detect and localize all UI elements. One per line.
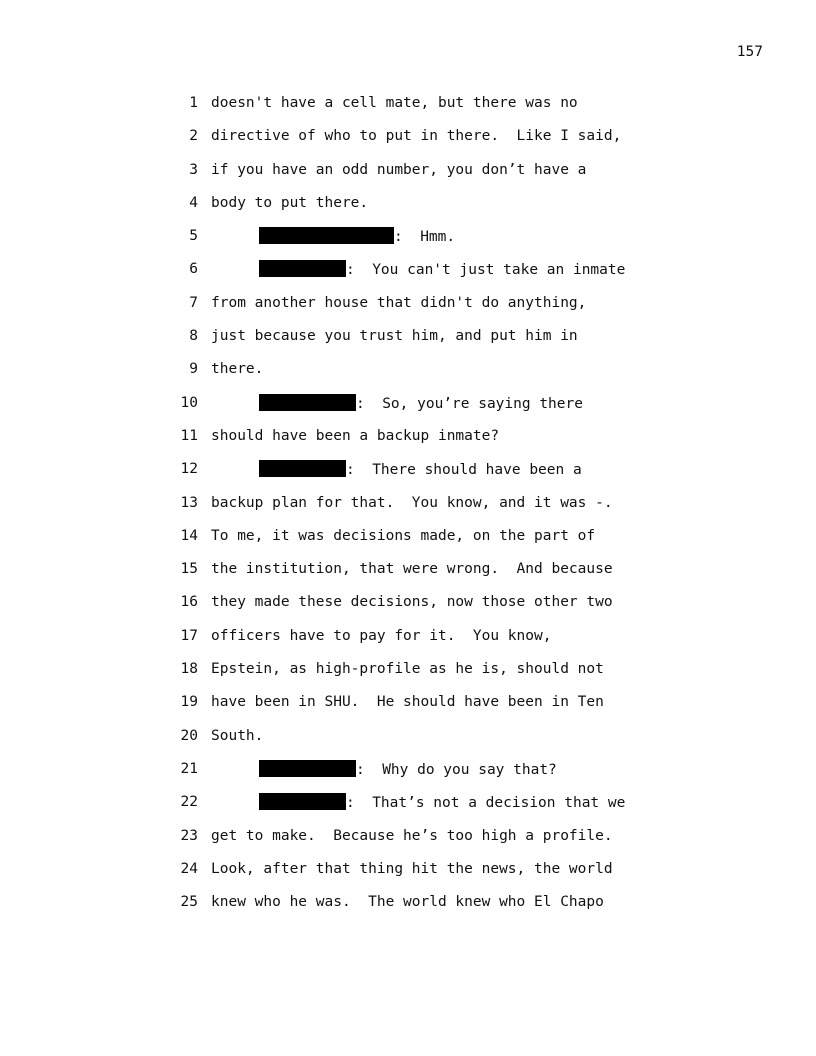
line-number: 1 <box>189 95 198 111</box>
line-number: 6 <box>189 261 198 278</box>
transcript-line <box>170 427 790 460</box>
line-number: 9 <box>189 361 198 378</box>
line-text: just because you trust him, and put him in <box>211 328 578 345</box>
transcript-line <box>170 860 790 893</box>
line-number: 19 <box>180 694 198 711</box>
transcript-line <box>170 127 790 160</box>
redaction-block <box>259 760 356 777</box>
transcript-line <box>170 760 790 793</box>
redaction-block <box>259 394 356 411</box>
transcript-line <box>170 560 790 593</box>
transcript-line <box>170 494 790 527</box>
line-text: have been in SHU. He should have been in Ten <box>211 694 604 711</box>
transcript-line <box>170 460 790 493</box>
line-text: South. <box>211 727 264 744</box>
line-number: 14 <box>180 527 198 544</box>
line-number: 22 <box>180 794 198 811</box>
transcript-line <box>170 260 790 293</box>
line-text: : Why do you say that? <box>356 761 557 778</box>
transcript-line <box>170 627 790 660</box>
speaker-text <box>259 460 582 479</box>
transcript-line <box>170 360 790 393</box>
line-text: backup plan for that. You know, and it was -. <box>211 494 613 511</box>
redaction-block <box>259 260 346 277</box>
transcript-line <box>170 527 790 560</box>
line-number: 12 <box>180 461 198 478</box>
transcript-line <box>170 161 790 194</box>
line-text: the institution, that were wrong. And because <box>211 561 613 578</box>
line-text: To me, it was decisions made, on the part of <box>211 527 596 544</box>
line-text: get to make. Because he’s too high a profile. <box>211 827 613 844</box>
speaker-text <box>259 260 625 279</box>
line-number: 5 <box>189 228 198 245</box>
line-text: from another house that didn't do anything, <box>211 294 587 311</box>
transcript-line <box>170 593 790 626</box>
transcript-line <box>170 327 790 360</box>
transcript-line <box>170 394 790 427</box>
transcript-line <box>170 294 790 327</box>
line-text: Epstein, as high-profile as he is, should not <box>211 661 604 678</box>
line-number: 3 <box>189 161 198 178</box>
line-number: 24 <box>180 860 198 877</box>
line-text: doesn't have a cell mate, but there was no <box>211 95 578 111</box>
line-text: body to put there. <box>211 194 369 211</box>
line-number: 16 <box>180 594 198 611</box>
line-text: : Hmm. <box>394 229 456 246</box>
line-number: 20 <box>180 727 198 744</box>
line-number: 23 <box>180 827 198 844</box>
line-text: if you have an odd number, you don’t have a <box>211 161 587 178</box>
transcript-line <box>170 727 790 760</box>
line-number: 13 <box>180 494 198 511</box>
line-number: 4 <box>189 194 198 211</box>
speaker-text <box>259 793 625 812</box>
transcript-line <box>170 893 790 926</box>
line-text: knew who he was. The world knew who El Chapo <box>211 894 604 911</box>
line-text: they made these decisions, now those other two <box>211 594 613 611</box>
transcript-line <box>170 793 790 826</box>
line-number: 15 <box>180 561 198 578</box>
line-number: 2 <box>189 128 198 145</box>
transcript-line <box>170 693 790 726</box>
line-text: should have been a backup inmate? <box>211 427 500 444</box>
speaker-text <box>259 227 455 246</box>
page-number: 157 <box>736 44 763 60</box>
line-number: 17 <box>180 627 198 644</box>
speaker-text <box>259 394 583 413</box>
line-number: 10 <box>180 394 198 411</box>
line-text: : There should have been a <box>346 462 582 479</box>
transcript-line <box>170 827 790 860</box>
transcript-line <box>170 194 790 227</box>
line-text: Look, after that thing hit the news, the world <box>211 860 613 877</box>
line-text: : That’s not a decision that we <box>346 795 626 812</box>
speaker-text <box>259 760 557 779</box>
transcript-line <box>170 94 790 127</box>
line-text: directive of who to put in there. Like I said, <box>211 128 622 145</box>
line-text: : You can't just take an inmate <box>346 262 626 279</box>
line-number: 21 <box>180 760 198 777</box>
transcript-line <box>170 227 790 260</box>
line-number: 18 <box>180 661 198 678</box>
transcript-body <box>170 94 790 926</box>
line-number: 11 <box>180 427 198 444</box>
redaction-block <box>259 460 346 477</box>
line-number: 7 <box>189 294 198 311</box>
line-number: 8 <box>189 328 198 345</box>
line-text: there. <box>211 361 264 378</box>
line-text: : So, you’re saying there <box>356 395 583 412</box>
line-text: officers have to pay for it. You know, <box>211 627 552 644</box>
transcript-line <box>170 660 790 693</box>
redaction-block <box>259 227 394 244</box>
line-number: 25 <box>180 894 198 911</box>
redaction-block <box>259 793 346 810</box>
